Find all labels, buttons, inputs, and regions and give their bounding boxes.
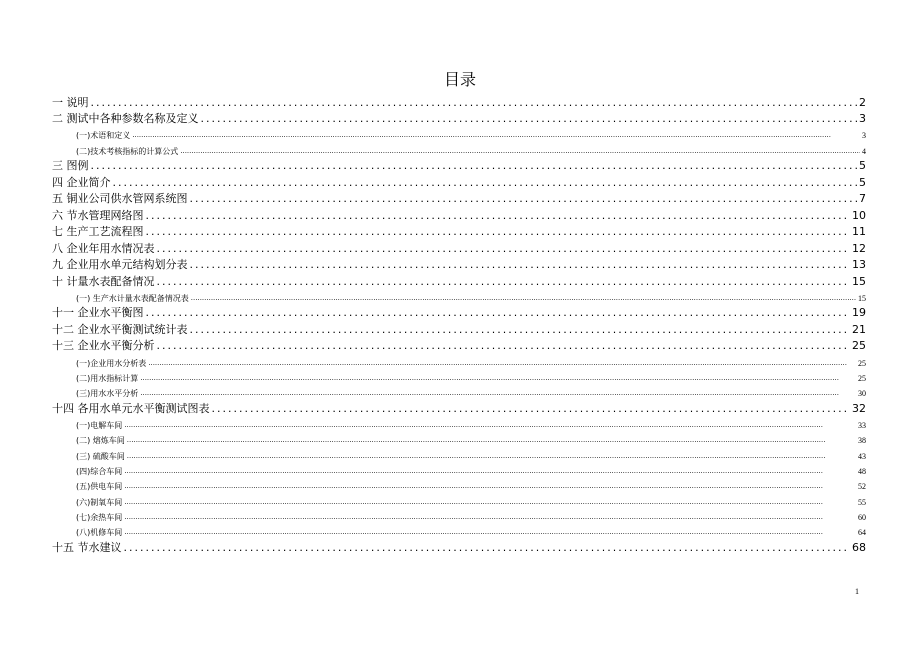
toc-entry[interactable] [52, 93, 866, 110]
toc-leader-dots [124, 466, 856, 477]
toc-entry-label: 二 测试中各种参数名称及定义 [52, 112, 199, 125]
toc-entry[interactable] [52, 110, 866, 127]
toc-entry-label: 十五 节水建议 [52, 540, 122, 554]
toc-leader-dots [91, 159, 858, 173]
toc-entry[interactable] [52, 206, 866, 223]
toc-entry-label: 四 企业简介 [52, 175, 111, 189]
toc-entry-label: 十一 企业水平衡图 [52, 306, 144, 320]
toc-entry[interactable] [52, 384, 866, 399]
toc-entry-page: 15 [858, 293, 866, 303]
toc-entry-label: 十四 各用水单元水平衡测试图表 [52, 401, 210, 415]
toc-leader-dots [157, 339, 851, 353]
toc-entry[interactable] [52, 141, 866, 156]
toc-entry-page: 12 [852, 241, 866, 255]
toc-entry-label: (一) 生产水计量水表配备情况表 [76, 293, 189, 303]
toc-entry[interactable] [52, 477, 866, 492]
page-number: 1 [855, 587, 859, 596]
toc-leader-dots [146, 306, 851, 320]
toc-entry-page: 25 [852, 339, 866, 353]
toc-entry-page: 30 [858, 389, 866, 399]
toc-entry[interactable] [52, 320, 866, 337]
toc-leader-dots [190, 323, 851, 337]
toc-entry-page: 3 [859, 112, 866, 125]
toc-entry[interactable] [52, 337, 866, 354]
toc-entry-label: (三) 硫酸车间 [76, 451, 125, 461]
toc-leader-dots [180, 146, 860, 157]
toc-entry-page: 32 [852, 401, 866, 415]
toc-entry-label: 一 说明 [52, 95, 89, 109]
toc-entry-page: 38 [858, 436, 866, 446]
toc-entry[interactable] [52, 492, 866, 507]
toc-entry-page: 3 [862, 131, 866, 141]
toc-entry[interactable] [52, 126, 866, 141]
toc-leader-dots [140, 388, 856, 399]
toc-leader-dots [127, 451, 856, 462]
toc-entry-label: 三 图例 [52, 159, 89, 173]
toc-entry-label: 六 节水管理网络图 [52, 208, 144, 222]
toc-entry-label: 十 计量水表配备情况 [52, 274, 155, 288]
toc-entry[interactable] [52, 157, 866, 174]
toc-entry[interactable] [52, 446, 866, 461]
toc-leader-dots [124, 420, 856, 431]
toc-entry[interactable] [52, 538, 866, 555]
toc-entry-page: 68 [852, 540, 866, 554]
toc-leader-dots [124, 497, 856, 508]
toc-entry[interactable] [52, 369, 866, 384]
toc-leader-dots [140, 373, 856, 384]
table-of-contents [52, 93, 866, 555]
toc-entry-label: 八 企业年用水情况表 [52, 241, 155, 255]
toc-leader-dots [190, 192, 858, 206]
toc-entry-page: 11 [852, 225, 866, 239]
toc-leader-dots [113, 176, 858, 190]
toc-entry[interactable] [52, 431, 866, 446]
toc-entry-page: 25 [858, 358, 866, 368]
toc-entry[interactable] [52, 190, 866, 207]
toc-entry-page: 5 [859, 159, 866, 173]
toc-entry-label: 七 生产工艺流程图 [52, 225, 144, 239]
toc-entry-page: 10 [852, 208, 866, 222]
toc-entry[interactable] [52, 173, 866, 190]
toc-entry-page: 19 [852, 306, 866, 320]
toc-entry-page: 4 [862, 146, 866, 156]
toc-entry-page: 7 [859, 192, 866, 206]
toc-leader-dots [190, 258, 851, 272]
toc-leader-dots [124, 527, 856, 538]
toc-leader-dots [146, 225, 851, 239]
toc-entry-page: 21 [852, 322, 866, 336]
toc-entry[interactable] [52, 304, 866, 321]
toc-entry[interactable] [52, 239, 866, 256]
toc-entry-label: 九 企业用水单元结构划分表 [52, 258, 188, 272]
toc-entry-label: (七)余热车间 [76, 512, 123, 522]
toc-entry-label: (五)供电车间 [76, 482, 123, 492]
toc-leader-dots [146, 209, 851, 223]
toc-entry-page: 25 [858, 373, 866, 383]
toc-entry-label: (二) 熔炼车间 [76, 436, 125, 446]
toc-entry-page: 64 [858, 528, 866, 538]
toc-leader-dots [148, 358, 856, 369]
toc-leader-dots [201, 112, 858, 126]
toc-entry-page: 5 [859, 175, 866, 189]
toc-entry-label: (六)制氧车间 [76, 497, 123, 507]
toc-entry-label: 十二 企业水平衡测试统计表 [52, 322, 188, 336]
toc-entry-page: 55 [858, 497, 866, 507]
toc-leader-dots [157, 242, 851, 256]
toc-entry-label: (八)机修车间 [76, 528, 123, 538]
toc-entry[interactable] [52, 462, 866, 477]
toc-leader-dots [212, 402, 851, 416]
toc-entry-label: (一)电解车间 [76, 421, 123, 431]
toc-entry-label: (一)术语和定义 [76, 131, 131, 141]
toc-entry-page: 48 [858, 466, 866, 476]
toc-entry-label: (三)用水水平分析 [76, 389, 139, 399]
toc-leader-dots [124, 512, 856, 523]
toc-entry-page: 2 [859, 95, 866, 109]
toc-entry[interactable] [52, 223, 866, 240]
toc-entry[interactable] [52, 508, 866, 523]
toc-entry[interactable] [52, 272, 866, 289]
toc-entry-page: 15 [852, 274, 866, 288]
toc-entry-label: 十三 企业水平衡分析 [52, 339, 155, 353]
toc-entry[interactable] [52, 289, 866, 304]
toc-entry-page: 60 [858, 512, 866, 522]
toc-entry[interactable] [52, 353, 866, 368]
toc-entry-label: 五 铜业公司供水管网系统图 [52, 192, 188, 206]
toc-entry-label: (二)用水指标计算 [76, 373, 139, 383]
toc-entry-label: (四)综合车间 [76, 466, 123, 476]
toc-leader-dots [157, 275, 851, 289]
toc-entry-label: (二)技术考核指标的计算公式 [76, 146, 179, 156]
toc-entry-page: 33 [858, 421, 866, 431]
toc-entry[interactable] [52, 399, 866, 416]
toc-entry[interactable] [52, 523, 866, 538]
toc-entry[interactable] [52, 256, 866, 273]
page-title: 目录 [443, 70, 476, 89]
toc-leader-dots [124, 481, 856, 492]
toc-leader-dots [191, 293, 856, 304]
toc-entry-label: (一)企业用水分析表 [76, 358, 147, 368]
toc-entry-page: 43 [858, 451, 866, 461]
toc-leader-dots [127, 435, 856, 446]
toc-entry-page: 52 [858, 482, 866, 492]
toc-leader-dots [124, 541, 851, 555]
toc-leader-dots [132, 130, 860, 141]
toc-entry-page: 13 [852, 258, 866, 272]
toc-leader-dots [91, 96, 858, 110]
toc-entry[interactable] [52, 416, 866, 431]
